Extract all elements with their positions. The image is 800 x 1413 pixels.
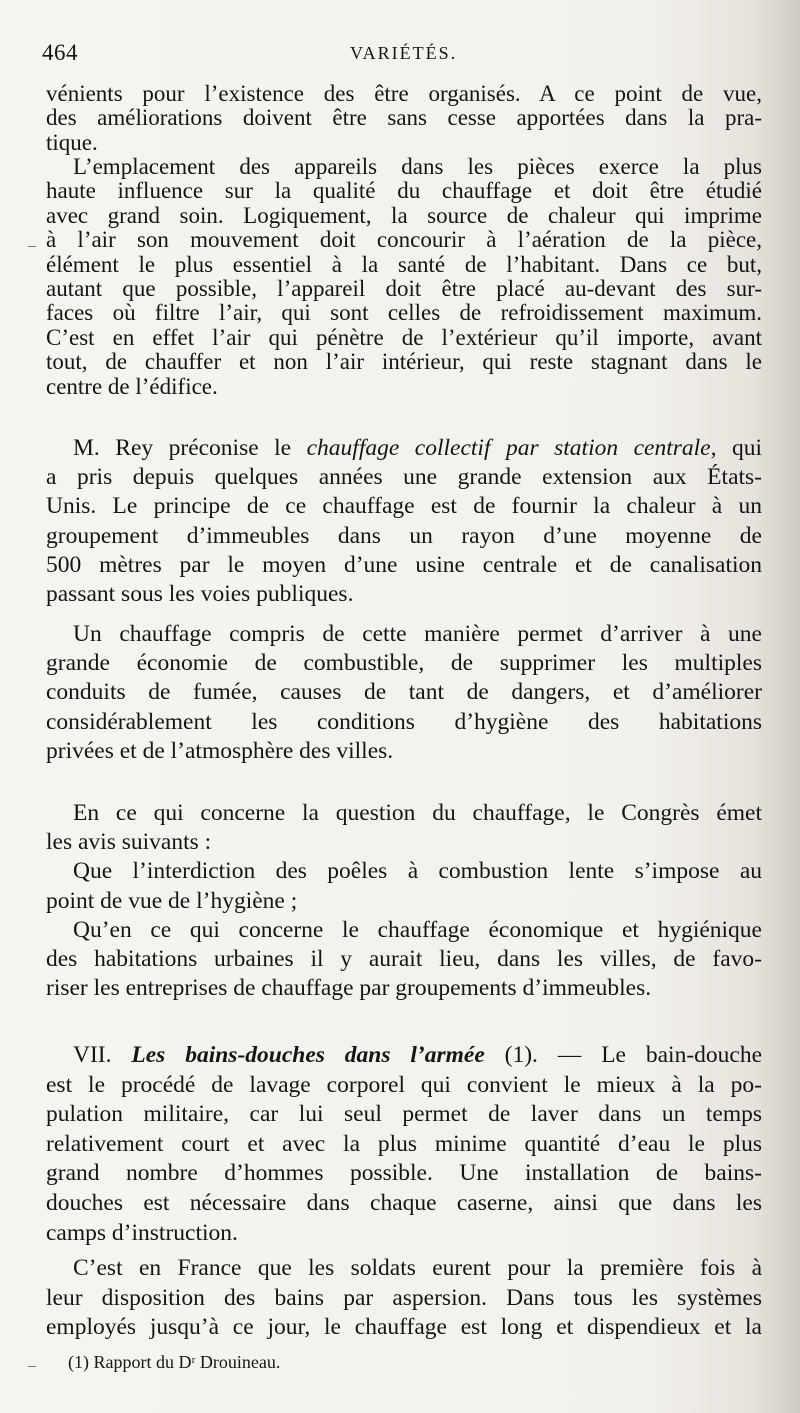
text-line: douches est nécessaire dans chaque caserne, ainsi que dans les xyxy=(46,1189,762,1216)
text-line: élément le plus essentiel à la santé de l’habitant. Dans ce but, xyxy=(46,251,762,277)
paragraph-3 xyxy=(46,434,762,609)
text-line: C’est en effet l’air qui pénètre de l’extérieur qu’il importe, avant xyxy=(46,324,762,350)
margin-mark xyxy=(28,246,36,247)
text-line: haute influence sur la qualité du chauffage et doit être étudié xyxy=(46,178,762,204)
text-line: a pris depuis quelques années une grande extension aux États- xyxy=(46,464,762,491)
text-line: vénients pour l’existence des être organisés. A ce point de vue, xyxy=(46,81,762,106)
paragraph-2 xyxy=(46,155,762,399)
text-line: des améliorations doivent être sans cesse apportées dans la pra- xyxy=(46,105,762,131)
text-run: (1). — Le bain-douche xyxy=(484,1042,763,1068)
margin-mark xyxy=(28,1366,36,1367)
paragraph-7 xyxy=(46,1254,762,1343)
text-line: riser les entreprises de chauffage par groupements d’immeubles. xyxy=(46,975,652,1002)
running-title: VARIÉTÉS. xyxy=(350,43,458,63)
paragraph-1 xyxy=(46,82,762,155)
text-line: conduits de fumée, causes de tant de dangers, et d’améliorer xyxy=(46,679,762,706)
text-line: à l’air son mouvement doit concourir à l’aération de la pièce, xyxy=(46,227,762,253)
text-run: qui xyxy=(716,435,762,461)
text-line: passant sous les voies publiques. xyxy=(46,581,354,608)
running-head xyxy=(42,40,762,70)
text-line: est le procédé de lavage corporel qui convient le mieux à la po- xyxy=(46,1071,762,1098)
text-line: grande économie de combustible, de supprimer les multiples xyxy=(46,650,762,677)
text-line: autant que possible, l’appareil doit être placé au-devant des sur- xyxy=(46,276,762,302)
section-numeral: VII. xyxy=(73,1042,132,1068)
text-line: avec grand soin. Logiquement, la source de chaleur qui imprime xyxy=(46,202,762,228)
text-line: tout, de chauffer et non l’air intérieur, qui reste stagnant dans le xyxy=(46,349,762,375)
text-line: L’emplacement des appareils dans les pièces exerce la plus xyxy=(73,154,762,179)
paragraph-4 xyxy=(46,620,762,766)
text-line: Un chauffage compris de cette manière permet d’arriver à une xyxy=(73,621,762,647)
text-line: Que l’interdiction des poêles à combustion lente s’impose au xyxy=(73,858,762,885)
page-number: 464 xyxy=(42,40,78,65)
text-line: des habitations urbaines il y aurait lieu, dans les villes, de favo- xyxy=(46,946,762,973)
text-line: employés jusqu’à ce jour, le chauffage est long et dispendieux et la xyxy=(46,1314,762,1341)
text-line: Qu’en ce qui concerne le chauffage économique et hygiénique xyxy=(73,916,762,943)
text-line: centre de l’édifice. xyxy=(46,373,218,399)
section-title: Les bains-douches dans l’armée xyxy=(131,1042,485,1068)
text-line: En ce qui concerne la question du chauffage, le Congrès émet xyxy=(73,800,762,826)
text-line: relativement court et avec la plus minime quantité d’eau le plus xyxy=(46,1130,762,1157)
text-line xyxy=(46,1041,762,1071)
text-line: tique. xyxy=(46,129,98,155)
paragraph-6 xyxy=(46,1041,762,1248)
text-line: point de vue de l’hygiène ; xyxy=(46,887,298,914)
text-line: groupement d’immeubles dans un rayon d’une moyenne de xyxy=(46,522,762,549)
text-line: grand nombre d’hommes possible. Une installation de bains- xyxy=(46,1160,762,1187)
text-line: camps d’instruction. xyxy=(46,1219,238,1246)
text-line: faces où filtre l’air, qui sont celles de refroidissement maximum. xyxy=(46,300,762,326)
footnote: (1) Rapport du Dʳ Drouineau. xyxy=(68,1352,281,1372)
emphasis-text: chauffage collectif par station centrale, xyxy=(306,435,717,461)
text-line xyxy=(46,434,762,463)
paragraph-5 xyxy=(46,799,762,1003)
text-line: pulation militaire, car lui seul permet de laver dans un temps xyxy=(46,1101,762,1128)
text-line: privées et de l’atmosphère des villes. xyxy=(46,737,394,764)
text-line: C’est en France que les soldats eurent pour la première fois à xyxy=(73,1255,762,1281)
text-line: les avis suivants : xyxy=(46,829,212,856)
text-line: Unis. Le principe de ce chauffage est de fournir la chaleur à un xyxy=(46,493,762,520)
text-line: considérablement les conditions d’hygiène des habitations xyxy=(46,708,762,735)
text-run: M. Rey préconise le xyxy=(73,435,307,461)
text-line: leur disposition des bains par aspersion. Dans tous les systèmes xyxy=(46,1284,762,1311)
text-line: 500 mètres par le moyen d’une usine centrale et de canalisation xyxy=(46,551,762,578)
